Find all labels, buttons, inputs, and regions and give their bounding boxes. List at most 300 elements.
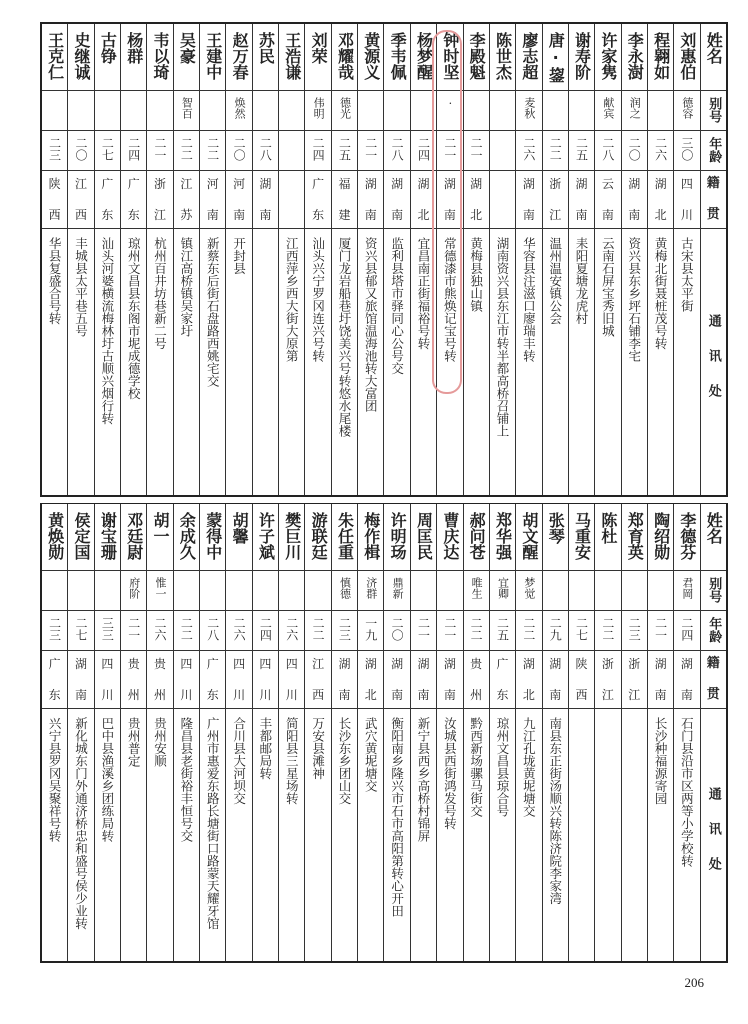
person-alias: [622, 571, 647, 611]
person-age-text: 二〇: [74, 137, 89, 161]
person-name-text: 樊巨川: [282, 512, 302, 560]
origin-bottom: 苏: [180, 208, 193, 222]
origin-top: 籍: [706, 656, 720, 671]
header-age: [701, 131, 726, 171]
header-age: [701, 611, 726, 651]
origin-top: 河: [206, 177, 219, 191]
origin-top: 贵: [127, 657, 140, 671]
person-age-text: 二四: [311, 137, 326, 161]
origin-bottom: 州: [470, 688, 483, 702]
header-age-text: 年龄: [706, 137, 722, 163]
person-alias-text: 济群: [364, 577, 378, 599]
person-age-text: 二三: [627, 617, 642, 641]
origin-cell: [95, 651, 120, 709]
person-address: [279, 229, 304, 495]
person-address-text: 武穴黄坭塘交: [363, 717, 379, 792]
person-age-text: 二五: [574, 137, 589, 161]
origin-top: 贵: [470, 657, 483, 671]
person-age-text: 二三: [337, 617, 352, 641]
person-address-text: 汝城县西街鸿发号转: [442, 717, 458, 830]
person-age: [174, 131, 199, 171]
origin-bottom: 南: [391, 208, 404, 222]
person-row: [226, 504, 252, 961]
person-age: [569, 131, 594, 171]
person-alias: [174, 91, 199, 131]
person-age-text: 二二: [469, 617, 484, 641]
origin-top: 广: [127, 177, 140, 191]
person-address-text: 华容县注滋口廖瑞丰转: [521, 237, 537, 362]
person-name: [595, 504, 620, 571]
person-name-text: 朱任重: [335, 512, 355, 560]
person-name: [279, 24, 304, 91]
person-alias: [384, 91, 409, 131]
person-alias: [200, 571, 225, 611]
origin-cell: [490, 171, 515, 229]
header-alias: [701, 91, 726, 131]
origin-cell: [411, 171, 436, 229]
origin-top: 江: [180, 177, 193, 191]
person-age-text: 二八: [205, 617, 220, 641]
person-row: [121, 24, 147, 495]
person-address: [384, 229, 409, 495]
person-name: [595, 24, 620, 91]
person-alias-text: 智百: [180, 97, 194, 119]
person-row: [622, 504, 648, 961]
person-address-text: 贵州普定: [126, 717, 142, 767]
person-address: [42, 709, 67, 961]
origin-bottom: 川: [259, 688, 272, 702]
person-age-text: 二一: [363, 137, 378, 161]
person-age-text: 二八: [258, 137, 273, 161]
person-age: [332, 131, 357, 171]
person-address: [516, 229, 541, 495]
person-alias: [437, 91, 462, 131]
person-name: [332, 504, 357, 571]
roster-table-top: [40, 22, 728, 497]
person-address-text: 古宋县太平街: [679, 237, 695, 312]
person-name: [147, 504, 172, 571]
person-name-text: 唐·鋆: [546, 32, 566, 83]
person-name: [437, 24, 462, 91]
origin-bottom: 南: [338, 688, 351, 702]
person-address-text: 常德漆市熊焕记宝号转: [442, 237, 458, 362]
person-row: [437, 504, 463, 961]
person-row: [200, 24, 226, 495]
person-alias: [42, 571, 67, 611]
person-row: [569, 504, 595, 961]
person-row: [674, 504, 700, 961]
person-address-text: 黄梅县独山镇: [468, 237, 484, 312]
origin-cell: [42, 171, 67, 229]
person-alias: [279, 91, 304, 131]
origin-bottom: 南: [549, 688, 562, 702]
person-address: [147, 229, 172, 495]
origin-cell: [226, 651, 251, 709]
person-name-text: 刘荣: [309, 32, 329, 64]
origin-cell: [384, 651, 409, 709]
person-address-text: 隆昌县老街裕丰恒号交: [178, 717, 194, 842]
person-alias: [464, 571, 489, 611]
person-name: [543, 504, 568, 571]
person-age-text: 三〇: [679, 137, 694, 161]
person-age: [648, 611, 673, 651]
person-name-text: 李德芬: [677, 512, 697, 560]
person-name-text: 苏民: [256, 32, 276, 64]
person-address-text: 黔西新场骡马街交: [468, 717, 484, 817]
origin-cell: [68, 171, 93, 229]
header-name-text: 姓名: [704, 512, 724, 544]
person-name: [174, 24, 199, 91]
person-name-text: 吴豪: [177, 32, 197, 64]
person-address-text: 厦门龙岩船巷圩饶美兴号转悠水尾楼: [336, 237, 352, 437]
origin-cell: [622, 171, 647, 229]
origin-top: 四: [285, 657, 298, 671]
origin-bottom: 南: [628, 208, 641, 222]
origin-bottom: 东: [206, 688, 219, 702]
person-alias: [147, 571, 172, 611]
origin-bottom: 东: [101, 208, 114, 222]
origin-bottom: 川: [680, 208, 693, 222]
person-name: [200, 504, 225, 571]
person-name: [437, 504, 462, 571]
origin-top: 湖: [654, 657, 667, 671]
origin-top: 广: [206, 657, 219, 671]
person-address: [305, 709, 330, 961]
person-name-text: 谢寿阶: [572, 32, 592, 80]
person-alias: [516, 571, 541, 611]
person-age-text: 二〇: [390, 617, 405, 641]
origin-cell: [200, 651, 225, 709]
person-address-text: 耒阳夏塘龙虎村: [574, 237, 590, 325]
person-alias: [305, 91, 330, 131]
header-column: [701, 504, 726, 961]
person-age-text: 一九: [363, 617, 378, 641]
person-age: [516, 611, 541, 651]
origin-top: 湖: [522, 177, 535, 191]
origin-bottom: 江: [154, 208, 167, 222]
person-address-text: 资兴县东乡坪石铺李宅: [626, 237, 642, 362]
origin-bottom: 东: [312, 208, 325, 222]
person-address-text: 长沙种福源寄园: [653, 717, 669, 805]
person-alias-text: 慎德: [338, 577, 352, 599]
person-alias-text: 惟一: [154, 577, 168, 599]
person-alias: [490, 91, 515, 131]
origin-cell: [411, 651, 436, 709]
person-name-text: 蒙得中: [203, 512, 223, 560]
person-age-text: 二八: [390, 137, 405, 161]
origin-top: 湖: [391, 657, 404, 671]
person-name: [622, 504, 647, 571]
header-alias: [701, 571, 726, 611]
person-age-text: 二一: [653, 617, 668, 641]
person-address-text: 江西萍乡西大街大原第: [284, 237, 300, 362]
person-name-text: 杨梦醒: [414, 32, 434, 80]
person-address: [253, 709, 278, 961]
person-row: [543, 504, 569, 961]
person-name: [332, 24, 357, 91]
person-age-text: 二三: [47, 617, 62, 641]
person-address: [174, 229, 199, 495]
origin-top: 广: [312, 177, 325, 191]
person-age: [200, 131, 225, 171]
person-address-text: 合川县大河坝交: [231, 717, 247, 805]
person-alias: [595, 91, 620, 131]
person-row: [411, 504, 437, 961]
origin-bottom: 南: [680, 688, 693, 702]
person-name: [358, 24, 383, 91]
person-row: [226, 24, 252, 495]
person-address-text: 衡阳南乡隆兴市石市高阳第转心开田: [389, 717, 405, 917]
origin-bottom: 贯: [706, 687, 720, 702]
person-name: [121, 504, 146, 571]
origin-cell: [332, 171, 357, 229]
origin-cell: [437, 171, 462, 229]
person-name-text: 杨群: [124, 32, 144, 64]
person-name-text: 陈世杰: [493, 32, 513, 80]
person-alias: [490, 571, 515, 611]
person-address: [569, 229, 594, 495]
person-alias: [595, 571, 620, 611]
person-address: [648, 709, 673, 961]
person-name-text: 许子斌: [256, 512, 276, 560]
person-address-text: 巴中县渔溪乡团练局转: [99, 717, 115, 842]
person-alias: [305, 571, 330, 611]
person-age: [543, 131, 568, 171]
person-age: [674, 131, 699, 171]
person-address: [147, 709, 172, 961]
person-alias: [253, 571, 278, 611]
person-address: [490, 709, 515, 961]
person-age: [674, 611, 699, 651]
origin-top: 云: [601, 177, 614, 191]
person-name: [384, 504, 409, 571]
origin-cell: [68, 651, 93, 709]
person-alias: [674, 91, 699, 131]
person-row: [42, 24, 68, 495]
person-age: [384, 611, 409, 651]
person-name: [226, 504, 251, 571]
person-address: [226, 229, 251, 495]
origin-cell: [305, 651, 330, 709]
person-age-text: 二七: [74, 617, 89, 641]
person-address-text: 资兴县郁又旅馆温海池转大富团: [363, 237, 379, 412]
origin-bottom: 东: [127, 208, 140, 222]
person-row: [200, 504, 226, 961]
origin-top: 湖: [364, 657, 377, 671]
origin-top: 湖: [443, 177, 456, 191]
person-alias: [569, 91, 594, 131]
person-row: [543, 24, 569, 495]
origin-cell: [226, 171, 251, 229]
person-address: [622, 229, 647, 495]
person-name: [42, 504, 67, 571]
person-name-text: 侯定国: [72, 512, 92, 560]
person-name: [569, 24, 594, 91]
person-address: [437, 229, 462, 495]
person-address-text: 黄梅北街聂桩茂号转: [653, 237, 669, 350]
person-name: [569, 504, 594, 571]
origin-cell: [95, 171, 120, 229]
person-age: [543, 611, 568, 651]
origin-top: 陕: [575, 657, 588, 671]
origin-cell: [569, 171, 594, 229]
person-row: [253, 504, 279, 961]
person-age: [253, 611, 278, 651]
person-alias-text: 献宾: [601, 97, 615, 119]
header-address-text: 通讯处: [705, 786, 721, 892]
person-name: [648, 504, 673, 571]
person-name: [95, 504, 120, 571]
person-address: [226, 709, 251, 961]
person-row: [437, 24, 463, 495]
person-age-text: 二七: [574, 617, 589, 641]
origin-bottom: 建: [338, 208, 351, 222]
header-alias-text: 别号: [706, 577, 722, 603]
person-alias: [253, 91, 278, 131]
person-address-text: 杭州百井坊巷新二号: [152, 237, 168, 350]
person-address-text: 镇江高桥镇吴家圩: [178, 237, 194, 337]
person-alias-text: 梦觉: [522, 577, 536, 599]
person-address-text: 兴宁县罗冈吴聚祥号转: [47, 717, 63, 842]
origin-bottom: 川: [233, 688, 246, 702]
person-name: [174, 504, 199, 571]
header-address-text: 通讯处: [705, 313, 721, 419]
person-address: [95, 709, 120, 961]
person-address-text: 丰城县太平巷五号: [73, 237, 89, 337]
origin-bottom: 南: [364, 208, 377, 222]
person-name: [674, 504, 699, 571]
person-row: [147, 504, 173, 961]
person-alias-text: 润之: [628, 97, 642, 119]
person-address-text: 新化城东门外通济桥忠和盛号侯少业转: [73, 717, 89, 930]
person-alias-text: 君岡: [680, 577, 694, 599]
person-alias: [68, 571, 93, 611]
person-address: [358, 229, 383, 495]
person-row: [569, 24, 595, 495]
person-address-text: 华县复盛合号转: [47, 237, 63, 325]
person-age: [121, 131, 146, 171]
origin-cell: [358, 171, 383, 229]
person-row: [305, 504, 331, 961]
person-address-text: 湖南资兴县东江市转半都高桥召铺上: [495, 237, 511, 437]
person-row: [648, 504, 674, 961]
person-name-text: 胡一: [151, 512, 171, 544]
person-age: [147, 131, 172, 171]
person-address-text: 汕头河婆横流梅林圩古顺兴烟行转: [99, 237, 115, 425]
person-address: [253, 229, 278, 495]
person-name: [253, 24, 278, 91]
person-address-text: 新蔡东后街石盘路西姚宅交: [205, 237, 221, 387]
person-age: [68, 131, 93, 171]
origin-top: 江: [75, 177, 88, 191]
person-alias: [200, 91, 225, 131]
person-row: [648, 24, 674, 495]
origin-cell: [279, 651, 304, 709]
person-name-text: 韦以琦: [151, 32, 171, 80]
origin-top: 四: [101, 657, 114, 671]
person-age: [464, 611, 489, 651]
origin-top: 浙: [628, 657, 641, 671]
person-alias-text: ·: [443, 97, 457, 110]
person-age: [226, 611, 251, 651]
person-age: [95, 131, 120, 171]
person-alias: [543, 91, 568, 131]
person-address-text: 琼州文昌县琼合号: [495, 717, 511, 817]
person-alias-text: 宜卿: [496, 577, 510, 599]
origin-top: 湖: [443, 657, 456, 671]
person-address: [543, 229, 568, 495]
person-name: [464, 24, 489, 91]
person-age-text: 二二: [548, 137, 563, 161]
person-address: [174, 709, 199, 961]
person-age: [569, 611, 594, 651]
origin-bottom: 西: [48, 208, 61, 222]
person-name: [622, 24, 647, 91]
origin-top: 湖: [628, 177, 641, 191]
person-address: [543, 709, 568, 961]
origin-top: 河: [233, 177, 246, 191]
person-row: [516, 24, 542, 495]
person-address: [411, 229, 436, 495]
person-alias: [121, 91, 146, 131]
person-alias: [516, 91, 541, 131]
roster-table-bottom: [40, 503, 728, 963]
origin-cell: [516, 651, 541, 709]
person-age-text: 二七: [100, 137, 115, 161]
origin-top: 四: [259, 657, 272, 671]
person-age: [121, 611, 146, 651]
origin-top: 湖: [522, 657, 535, 671]
person-address: [121, 229, 146, 495]
person-name-text: 季韦佩: [388, 32, 408, 80]
person-name: [68, 24, 93, 91]
header-column: [701, 24, 726, 495]
person-name-text: 廖志超: [519, 32, 539, 80]
origin-bottom: 北: [522, 688, 535, 702]
person-age: [622, 611, 647, 651]
person-name-text: 李永澍: [625, 32, 645, 80]
origin-top: 湖: [75, 657, 88, 671]
person-age: [358, 611, 383, 651]
person-age: [279, 611, 304, 651]
person-age-text: 二五: [495, 617, 510, 641]
origin-cell: [174, 171, 199, 229]
person-alias: [332, 571, 357, 611]
person-name-text: 许明玚: [388, 512, 408, 560]
person-name: [543, 24, 568, 91]
origin-bottom: 南: [601, 208, 614, 222]
origin-top: 陕: [48, 177, 61, 191]
person-row: [516, 504, 542, 961]
person-alias: [68, 91, 93, 131]
person-age: [437, 611, 462, 651]
person-address-text: 九江孔垅黄坭塘交: [521, 717, 537, 817]
person-name: [464, 504, 489, 571]
person-name-text: 胡文醒: [519, 512, 539, 560]
person-age: [358, 131, 383, 171]
person-alias: [121, 571, 146, 611]
person-age: [279, 131, 304, 171]
person-alias: [411, 571, 436, 611]
person-alias: [279, 571, 304, 611]
person-age: [253, 131, 278, 171]
origin-bottom: 南: [443, 208, 456, 222]
origin-bottom: 东: [48, 688, 61, 702]
person-alias: [358, 571, 383, 611]
person-age-text: 二二: [521, 617, 536, 641]
person-name-text: 游联廷: [309, 512, 329, 560]
person-address-text: 石门县沿市区两等小学校转: [679, 717, 695, 867]
